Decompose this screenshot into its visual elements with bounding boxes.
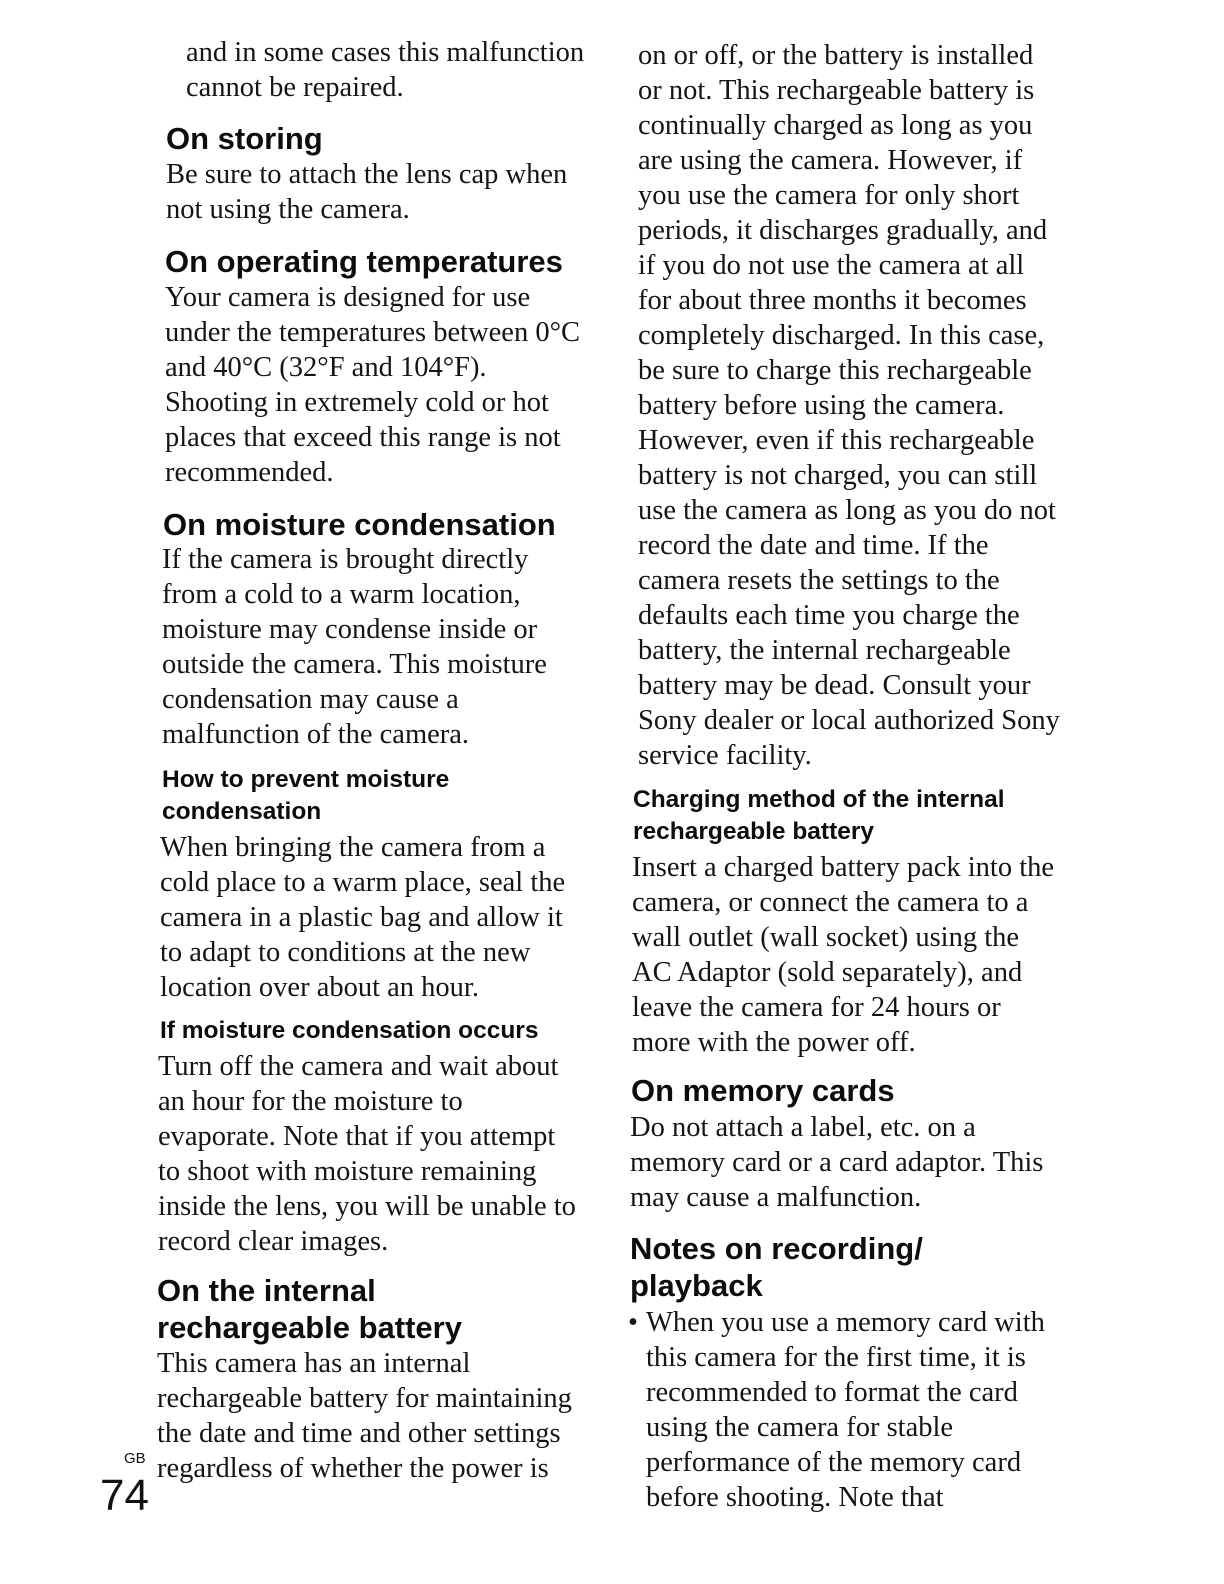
heading-on-storing: On storing — [166, 121, 323, 156]
moisture-occurs-paragraph: Turn off the camera and wait about an hour for the moisture to evaporate. Note that if you attempt to shoot with moisture remaining inside the lens, you will be unable to record clear images. — [158, 1051, 576, 1257]
heading-moisture-condensation: On moisture condensation — [163, 507, 556, 542]
battery-continued-paragraph: on or off, or the battery is installed or not. This rechargeable battery is continually charged as long as you are using the camera. However, if you use the camera for only short periods, it discharges gradually, and if you do not use the camera at all for about three months it becomes completely discharged. In this case, be sure to charge this rechargeable battery before using the camera. However, even if this rechargeable battery is not charged, you can still use the camera as long as you do not record the date and time. If the camera resets the settings to the defaults each time you charge the battery, the internal rechargeable battery may be dead. Consult your Sony dealer or local authorized Sony service facility. — [638, 40, 1060, 771]
page-number: 74 — [100, 1471, 149, 1520]
prevent-moisture-paragraph: When bringing the camera from a cold place to a warm place, seal the camera in a plastic bag and allow it to adapt to conditions at the new location over about an hour. — [160, 832, 566, 1003]
heading-notes-recording: Notes on recording/ playback — [630, 1231, 923, 1303]
temperatures-paragraph: Your camera is designed for use under the temperatures between 0°C and 40°C (32°F and 104°F). Shooting in extremely cold or hot places that exceed this range is not recommended. — [165, 282, 580, 488]
list-item — [628, 1305, 1058, 1515]
memory-cards-paragraph: Do not attach a label, etc. on a memory card or a card adaptor. This may cause a malfunction. — [630, 1112, 1044, 1213]
heading-memory-cards: On memory cards — [631, 1073, 895, 1108]
region-label: GB — [124, 1450, 146, 1467]
recording-bullet-text: When you use a memory card with this camera for the first time, it is recommended to format the card using the camera for stable performance of the memory card before shooting. Note that — [646, 1307, 1045, 1513]
heading-operating-temperatures: On operating temperatures — [165, 244, 563, 279]
storing-paragraph: Be sure to attach the lens cap when not using the camera. — [166, 159, 568, 225]
heading-moisture-occurs: If moisture condensation occurs — [160, 1017, 539, 1044]
charging-paragraph: Insert a charged battery pack into the camera, or connect the camera to a wall outlet (wall socket) using the AC Adaptor (sold separately), and leave the camera for 24 hours or more with the power off. — [632, 852, 1055, 1058]
battery-paragraph: This camera has an internal rechargeable battery for maintaining the date and time and other settings regardless of whether the power is — [157, 1348, 572, 1484]
moisture-paragraph: If the camera is brought directly from a cold to a warm location, moisture may condense inside or outside the camera. This moisture condensation may cause a malfunction of the camera. — [162, 544, 547, 750]
intro-paragraph: and in some cases this malfunction cannot be repaired. — [186, 37, 585, 103]
heading-prevent-moisture: How to prevent moisture condensation — [162, 766, 450, 825]
bullet-icon: • — [628, 1307, 638, 1338]
heading-charging-method: Charging method of the internal rechargeable battery — [633, 786, 1005, 845]
heading-internal-battery: On the internal rechargeable battery — [157, 1273, 462, 1345]
